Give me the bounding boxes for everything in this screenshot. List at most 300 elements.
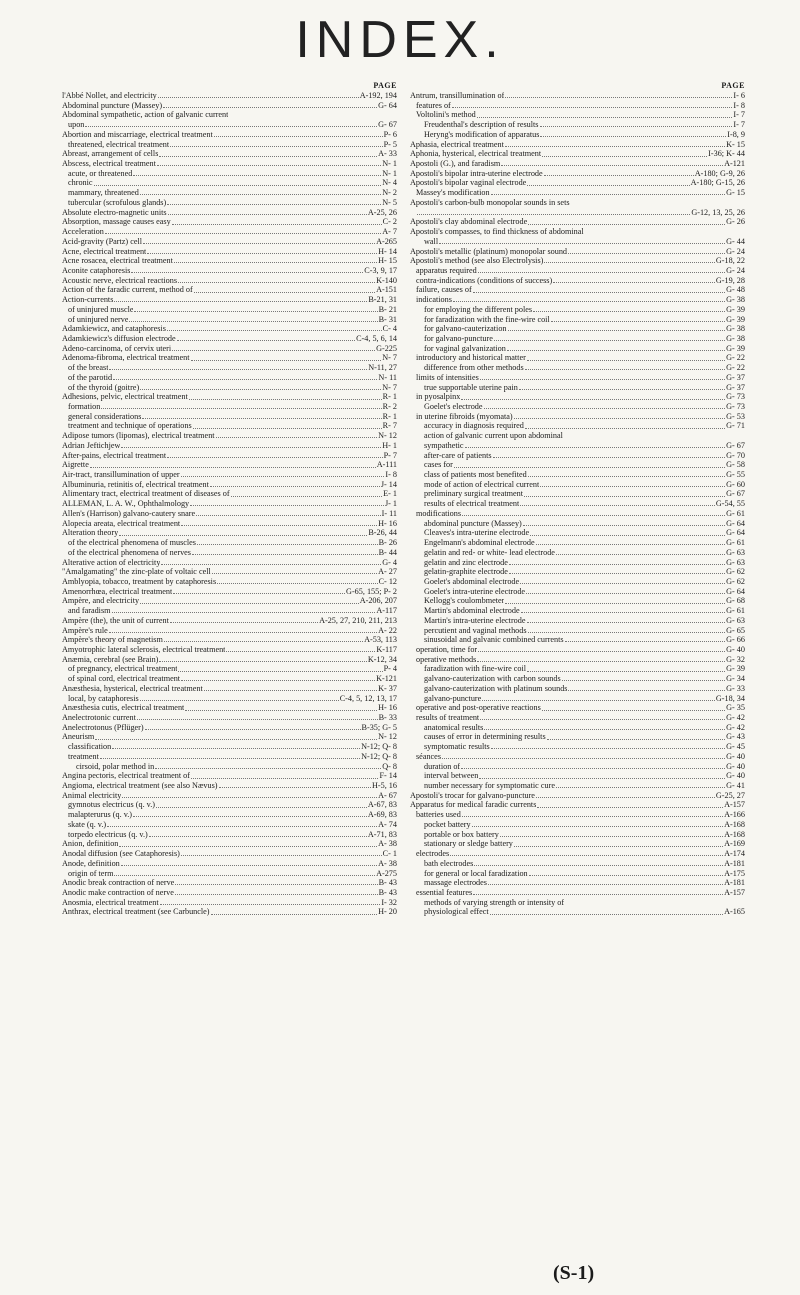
dot-leader	[473, 888, 723, 895]
index-term: of the electrical phenomena of muscles	[68, 538, 196, 548]
dot-leader	[133, 810, 367, 817]
dot-leader	[544, 169, 694, 176]
index-entry	[410, 247, 745, 257]
index-term: portable or box battery	[424, 829, 499, 839]
index-term: sympathetic	[424, 440, 464, 450]
page-reference: G-18, 22	[715, 256, 745, 266]
page-reference: G- 35	[726, 703, 745, 713]
page-reference: G- 24	[726, 265, 745, 275]
index-term: of uninjured muscle	[68, 304, 134, 314]
index-entry	[62, 800, 397, 810]
page-reference: I- 11	[381, 508, 397, 518]
page-reference: G- 39	[726, 304, 745, 314]
page-reference: G- 39	[726, 664, 745, 674]
page-reference: G- 67	[378, 120, 397, 130]
index-entry	[410, 635, 745, 645]
index-term: pocket battery	[424, 819, 471, 829]
index-term: Goelet's abdominal electrode	[424, 576, 520, 586]
index-term: Animal electricity	[62, 790, 122, 800]
index-column-left	[62, 80, 397, 917]
page-reference: G- 61	[726, 538, 745, 548]
index-term: threatened, electrical treatment	[68, 139, 170, 149]
index-entry	[62, 91, 397, 101]
index-term: Kellogg's coulombmeter	[424, 596, 505, 606]
index-entry	[62, 120, 397, 130]
index-term: and faradism	[68, 606, 111, 616]
page-reference: G- 42	[726, 713, 745, 722]
index-term: Apostoli's compasses, to find thickness of abdominal	[410, 227, 584, 237]
index-term: malapterurus (q. v.)	[68, 810, 133, 820]
index-entry	[62, 830, 397, 840]
page-reference: I- 6	[733, 91, 745, 100]
page-reference: N-12; Q- 8	[361, 742, 397, 752]
page-reference: G- 73	[726, 392, 745, 402]
dot-leader	[177, 334, 355, 341]
index-entry	[62, 159, 397, 169]
index-term: upon	[68, 120, 85, 130]
page-reference: H-5, 16	[371, 781, 397, 791]
index-entry	[410, 140, 745, 150]
dot-leader	[505, 140, 725, 147]
page-reference: A-25, 27, 210, 211, 213	[319, 615, 397, 625]
dot-leader	[520, 577, 725, 584]
index-entry	[410, 800, 745, 810]
page-reference: A- 38	[378, 858, 397, 868]
index-entry	[62, 820, 397, 830]
index-entry	[62, 451, 397, 461]
index-entry	[62, 519, 397, 529]
page-reference: G- 38	[726, 333, 745, 343]
index-term: Anodal diffusion (see Cataphoresis)	[62, 849, 180, 859]
dot-leader	[189, 392, 382, 399]
page-reference: B- 21	[378, 304, 397, 314]
index-term: Alopecia areata, electrical treatment	[62, 518, 181, 528]
dot-leader	[137, 713, 378, 720]
index-term: abdominal puncture (Massey)	[424, 518, 522, 528]
index-entry	[410, 645, 745, 655]
dot-leader	[219, 781, 371, 788]
index-entry	[410, 830, 745, 840]
index-term: Anodic make contraction of nerve	[62, 887, 174, 897]
index-entry	[62, 169, 397, 179]
page-reference: I- 8	[385, 470, 397, 480]
dot-leader	[212, 567, 377, 574]
index-term: faradization with fine-wire coil	[424, 664, 527, 674]
index-entry	[62, 247, 397, 257]
dot-leader	[544, 256, 715, 263]
index-entry	[410, 820, 745, 830]
page-reference: N- 7	[382, 353, 397, 363]
dot-leader	[181, 470, 385, 477]
page-reference: G- 58	[726, 460, 745, 470]
dot-leader	[191, 771, 378, 778]
dot-leader	[527, 616, 726, 623]
page-reference: A-166	[724, 810, 745, 820]
index-term: number necessary for symptomatic cure	[424, 781, 555, 791]
dot-leader	[172, 217, 382, 224]
index-entry	[410, 489, 745, 499]
page-reference: G- 73	[726, 402, 745, 411]
index-entry	[62, 878, 397, 888]
dot-leader	[185, 703, 377, 710]
page-reference: A-169	[724, 839, 745, 849]
index-entry	[62, 635, 397, 645]
page-reference: G- 42	[726, 722, 745, 732]
index-entry	[62, 577, 397, 587]
page-reference: I-36; K- 44	[708, 149, 745, 159]
dot-leader	[514, 839, 723, 846]
index-entry	[62, 256, 397, 266]
index-entry	[62, 402, 397, 412]
page-reference: I- 7	[733, 120, 745, 130]
dot-leader	[461, 762, 725, 769]
page-reference: G- 22	[726, 353, 745, 363]
index-entry	[62, 694, 397, 704]
index-entry	[410, 421, 745, 431]
page-reference: G- 55	[726, 470, 745, 480]
dot-leader	[480, 373, 725, 380]
index-term: Anion, definition	[62, 839, 119, 849]
index-entry	[62, 431, 397, 441]
index-entry	[62, 101, 397, 111]
index-entry	[410, 120, 745, 130]
page-reference: G- 4	[382, 557, 397, 567]
dot-leader	[527, 664, 725, 671]
index-entry	[62, 898, 397, 908]
index-term: in uterine fibroids (myomata)	[416, 411, 513, 421]
dot-leader	[190, 499, 384, 506]
index-entry	[62, 489, 397, 499]
index-term: wall	[424, 236, 439, 246]
index-term: for vaginal galvanization	[424, 343, 506, 353]
dot-leader	[505, 91, 732, 98]
page-reference: A-206, 207	[359, 596, 397, 606]
dot-leader	[100, 752, 360, 759]
index-entry	[410, 558, 745, 568]
index-term: Martin's abdominal electrode	[424, 606, 520, 616]
index-term: cases for	[424, 460, 453, 470]
dot-leader	[174, 256, 377, 263]
page-reference: A-157	[724, 800, 745, 810]
index-entry	[62, 315, 397, 325]
page-reference: F- 14	[379, 771, 397, 781]
dot-leader	[231, 489, 383, 496]
index-term: preliminary surgical treatment	[424, 489, 523, 499]
page-reference: A-71, 83	[367, 829, 397, 839]
dot-leader	[160, 898, 381, 905]
index-entry	[62, 723, 397, 733]
dot-leader	[527, 178, 689, 185]
index-term: After-pains, electrical treatment	[62, 450, 167, 460]
page-reference: G- 15	[726, 188, 745, 198]
dot-leader	[484, 723, 725, 730]
index-term: modifications	[416, 508, 462, 518]
page-reference: A- 67	[378, 790, 397, 800]
index-term: Heryng's modification of apparatus	[424, 129, 540, 139]
dot-leader	[217, 577, 377, 584]
index-entry	[410, 810, 745, 820]
index-term: Air-tract, transillumination of upper	[62, 470, 180, 480]
index-term: causes of error in determining results	[424, 732, 546, 742]
page-reference: A-165	[724, 907, 745, 917]
dot-leader	[556, 548, 725, 555]
index-entry	[410, 849, 745, 859]
dot-leader	[121, 859, 377, 866]
dot-leader	[226, 645, 375, 652]
page-reference: J- 14	[380, 479, 397, 489]
index-term: Adhesions, pelvic, electrical treatment	[62, 392, 188, 402]
page-reference: G- 22	[726, 363, 745, 373]
index-term: apparatus required	[416, 265, 477, 275]
page-reference: A-67, 83	[367, 800, 397, 810]
index-entry	[410, 431, 745, 441]
page-reference: A-174	[724, 849, 745, 859]
dot-leader	[140, 694, 339, 701]
index-entry	[410, 898, 745, 908]
dot-leader	[494, 334, 725, 341]
index-entry	[410, 315, 745, 325]
dot-leader	[158, 91, 359, 98]
index-entry	[62, 470, 397, 480]
dot-leader	[537, 800, 723, 807]
index-term: Apostoli's trocar for galvano-puncture	[410, 790, 535, 800]
index-term: ALLEMAN, L. A. W., Ophthalmology	[62, 499, 190, 509]
index-term: duration of	[424, 761, 461, 771]
dot-leader	[107, 820, 377, 827]
dot-leader	[488, 878, 723, 885]
page-reference: G- 48	[726, 285, 745, 295]
index-term: Apostoli (G.), and faradism	[410, 159, 501, 169]
dot-leader	[477, 110, 733, 117]
index-entries-left	[62, 91, 397, 917]
index-entry	[62, 907, 397, 917]
index-term: massage electrodes	[424, 878, 487, 888]
dot-leader	[178, 664, 382, 671]
dot-leader	[525, 363, 725, 370]
page-reference: B- 26	[378, 538, 397, 548]
page-reference: A-192, 194	[359, 91, 397, 100]
index-entry	[410, 509, 745, 519]
index-entry	[410, 538, 745, 548]
index-entry	[410, 781, 745, 791]
index-entry	[62, 237, 397, 247]
dot-leader	[129, 315, 377, 322]
dot-leader	[196, 509, 381, 516]
page-reference: R- 1	[382, 411, 397, 421]
page-reference: N- 2	[382, 188, 397, 198]
dot-leader	[112, 742, 360, 749]
index-term: Apostoli's bipolar intra-uterine electrode	[410, 168, 543, 178]
dot-leader	[167, 451, 382, 458]
index-entry	[62, 791, 397, 801]
index-entry	[410, 178, 745, 188]
index-term: Abscess, electrical treatment	[62, 159, 156, 169]
dot-leader	[142, 412, 381, 419]
index-entry	[410, 412, 745, 422]
index-entry	[62, 703, 397, 713]
dot-leader	[478, 266, 725, 273]
index-term: Ampère, and electricity	[62, 596, 140, 606]
index-term: Aneurism	[62, 732, 95, 742]
index-term: "Amalgamating" the zinc-plate of voltaic cell	[62, 567, 211, 577]
page-reference: B-35; G- 5	[361, 722, 397, 732]
index-entry	[410, 266, 745, 276]
index-entry	[62, 888, 397, 898]
index-entry	[410, 888, 745, 898]
index-entry	[62, 344, 397, 354]
page-reference: G- 40	[726, 751, 745, 761]
dot-leader	[109, 363, 367, 370]
page-reference: G- 64	[378, 100, 397, 110]
index-entry	[62, 130, 397, 140]
index-term: Amenorrhœa, electrical treatment	[62, 586, 173, 596]
index-term: Apostoli's metallic (platinum) monopolar sound	[410, 246, 568, 256]
index-term: Cleaves's intra-uterine electrode	[424, 528, 530, 538]
index-entry	[62, 305, 397, 315]
index-entry	[410, 596, 745, 606]
index-term: Adrian Jeftichjew	[62, 440, 121, 450]
dot-leader	[155, 762, 381, 769]
index-term: percutient and vaginal methods	[424, 625, 527, 635]
page-reference: A-180; G-9, 26	[694, 168, 745, 178]
index-term: Apostoli's bipolar vaginal electrode	[410, 178, 527, 188]
dot-leader	[192, 548, 378, 555]
dot-leader	[112, 606, 376, 613]
index-term: operative and post-operative reactions	[416, 703, 541, 713]
index-term: for galvano-puncture	[424, 333, 493, 343]
page-reference: B- 44	[378, 547, 397, 557]
index-term: Absolute electro-magnetic units	[62, 207, 167, 217]
index-entry	[410, 528, 745, 538]
index-term: Amyotrophic lateral sclerosis, electrical treatment	[62, 644, 226, 654]
index-term: of pregnancy, electrical treatment	[68, 664, 178, 674]
page-reference: N- 12	[378, 431, 397, 441]
index-term: gymnotus electricus (q. v.)	[68, 800, 156, 810]
index-entry	[62, 412, 397, 422]
index-entry	[62, 373, 397, 383]
page-reference: A- 33	[378, 149, 397, 159]
index-term: Acoustic nerve, electrical reactions	[62, 275, 178, 285]
index-term: of the thyroid (goitre)	[68, 382, 140, 392]
index-term: of spinal cord, electrical treatment	[68, 674, 181, 684]
page-reference: J- 1	[384, 499, 397, 509]
index-entry	[62, 285, 397, 295]
index-term: Adipose tumors (lipomas), electrical treatment	[62, 431, 215, 441]
dot-leader	[439, 237, 725, 244]
index-entry	[410, 655, 745, 665]
index-column-right	[410, 80, 745, 917]
index-term: Action of the faradic current, method of	[62, 285, 193, 295]
page-reference: B- 43	[378, 887, 397, 897]
index-entry	[62, 567, 397, 577]
dot-leader	[480, 713, 725, 720]
page-reference: I- 8	[733, 100, 745, 110]
dot-leader	[479, 771, 725, 778]
dot-leader	[114, 869, 375, 876]
dot-leader	[442, 752, 725, 759]
index-entry	[62, 713, 397, 723]
index-term: Action-currents	[62, 295, 114, 305]
page-reference: A-151	[376, 285, 397, 295]
dot-leader	[527, 353, 725, 360]
index-term: Acne rosacea, electrical treatment	[62, 256, 173, 266]
page-reference: P- 4	[383, 664, 397, 674]
dot-leader	[462, 810, 723, 817]
index-entry	[410, 703, 745, 713]
index-term: Angioma, electrical treatment (see also Nævus)	[62, 781, 218, 791]
index-entry	[410, 762, 745, 772]
index-entry	[410, 363, 745, 373]
dot-leader	[484, 402, 726, 409]
index-entry	[62, 198, 397, 208]
dot-leader	[568, 684, 725, 691]
dot-leader	[140, 596, 359, 603]
index-term: classification	[68, 742, 112, 752]
index-entry	[410, 402, 745, 412]
dot-leader	[119, 528, 367, 535]
index-entry	[410, 839, 745, 849]
page-reference: G- 67	[726, 489, 745, 499]
index-term: Abdominal puncture (Massey)	[62, 100, 163, 110]
index-entry	[62, 626, 397, 636]
dot-leader	[175, 878, 377, 885]
page-reference: I- 7	[733, 110, 745, 120]
dot-leader	[507, 344, 725, 351]
index-term: results of treatment	[416, 713, 480, 722]
index-term: after-care of patients	[424, 450, 492, 460]
page-reference: A- 38	[378, 839, 397, 849]
dot-leader	[167, 198, 381, 205]
index-entry	[62, 295, 397, 305]
index-entry	[410, 373, 745, 383]
index-entry	[62, 441, 397, 451]
index-entry	[62, 859, 397, 869]
page-reference: G- 37	[726, 382, 745, 392]
index-term: for general or local faradization	[424, 868, 528, 878]
page-reference: G-12, 13, 25, 26	[691, 207, 745, 217]
index-entry	[410, 91, 745, 101]
page-reference: Q- 8	[382, 761, 397, 771]
index-term: Goelet's electrode	[424, 402, 483, 411]
dot-leader	[501, 159, 723, 166]
page-reference: G- 43	[726, 732, 745, 742]
page-reference: A-111	[376, 460, 397, 470]
index-entry	[410, 519, 745, 529]
dot-leader	[134, 305, 377, 312]
page-reference: G- 41	[726, 781, 745, 791]
index-term: Martin's intra-uterine electrode	[424, 615, 526, 625]
index-entry	[62, 587, 397, 597]
index-term: Amblyopia, tobacco, treatment by cataphoresis	[62, 576, 217, 586]
index-term: stationary or sledge battery	[424, 839, 513, 849]
page-reference: G- 38	[726, 324, 745, 334]
index-entry	[410, 256, 745, 266]
dot-leader	[181, 849, 382, 856]
dot-leader	[505, 596, 725, 603]
page-reference: A-53, 113	[364, 635, 397, 645]
index-term: accuracy in diagnosis required	[424, 421, 524, 431]
dot-leader	[465, 441, 726, 448]
page-reference: G-54, 55	[715, 499, 745, 509]
page-reference: I-8, 9	[727, 129, 745, 139]
page-reference: P- 6	[383, 129, 397, 139]
page-reference: E- 1	[383, 489, 397, 499]
dot-leader	[181, 674, 375, 681]
index-term: Massey's modification	[416, 188, 490, 198]
dot-leader	[528, 470, 725, 477]
index-term: Allen's (Harrison) galvano-cautery snare	[62, 508, 196, 518]
page-reference: H- 16	[378, 518, 397, 528]
